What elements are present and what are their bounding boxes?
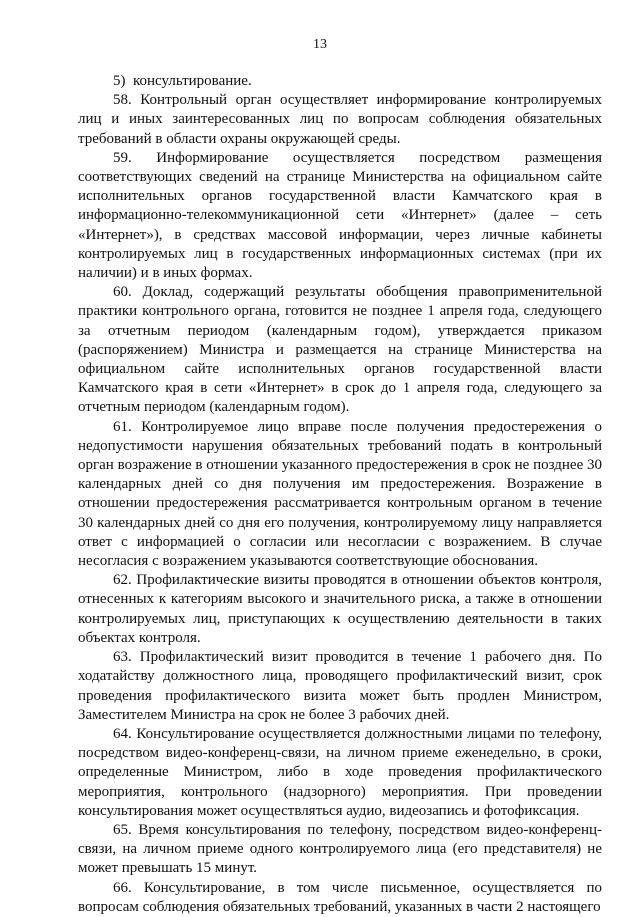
list-item-consulting: 5) консультирование. (113, 73, 252, 89)
paragraph-60: 60. Доклад, содержащий результаты обобщения правоприменительной практики контрольного органа, готовится не позднее 1 апреля года, следующего за отчетным периодом (календарным годом), утверждается приказом (распоряжением) Министра и размещается на странице Министерства на официальном сайте исполнительных органов государственной власти Камчатского края в сети «Интернет» в срок до 1 апреля года, следующего за отчетным периодом (календарным годом). (78, 284, 602, 416)
paragraph-58: 58. Контрольный орган осуществляет информирование контролируемых лиц и иных заинтересованных лиц по вопросам соблюдения обязательных требований в области охраны окружающей среды. (78, 92, 602, 147)
document-body (78, 72, 602, 917)
paragraph-64: 64. Консультирование осуществляется должностными лицами по телефону, посредством видео-конференц-связи, на личном приеме еженедельно, в сроки, определенные Министром, либо в ходе проведения профилактического мероприятия, контрольного (надзорного) мероприятия. При проведении консультирования может осуществляться аудио, видеозапись и фотофиксация. (78, 725, 602, 819)
paragraph-61: 61. Контролируемое лицо вправе после получения предостережения о недопустимости нарушения обязательных требований подать в контрольный орган возражение в отношении указанного предостережения в срок не позднее 30 календарных дней со дня получения им предостережения. Возражение в отношении предостережения рассматривается контрольным органом в течение 30 календарных дней со дня его получения, контролируемому лицу направляется ответ с информацией о согласии или несогласии с возражением. В случае несогласия с возражением указываются соответствующие обоснования. (78, 418, 602, 570)
paragraph-59: 59. Информирование осуществляется посредством размещения соответствующих сведений на странице Министерства на официальном сайте исполнительных органов государственной власти Камчатского края в информационно-телекоммуникационной сети «Интернет» (далее – сеть «Интернет»), в средствах массовой информации, через личные кабинеты контролируемых лиц в государственных информационных системах (при их наличии) и в иных формах. (78, 149, 602, 282)
page-number: 13 (313, 37, 327, 52)
paragraph-65: 65. Время консультирования по телефону, посредством видео-конференц-связи, на личном приеме одного контролируемого лица (его представителя) не может превышать 15 минут. (78, 821, 602, 877)
paragraph-62: 62. Профилактические визиты проводятся в отношении объектов контроля, отнесенных к категориям высокого и значительного риска, а также в отношении контролируемых лиц, приступающих к осуществлению деятельности в таких объектах контроля. (78, 572, 602, 646)
paragraph-63: 63. Профилактический визит проводится в течение 1 рабочего дня. По ходатайству должностного лица, проводящего профилактический визит, срок проведения профилактического визита может быть продлен Министром, Заместителем Министра на срок не более 3 рабочих дней. (78, 649, 602, 723)
paragraph-66: 66. Консультирование, в том числе письменное, осуществляется по вопросам соблюдения обязательных требований, указанных в части 2 настоящего (78, 879, 602, 915)
